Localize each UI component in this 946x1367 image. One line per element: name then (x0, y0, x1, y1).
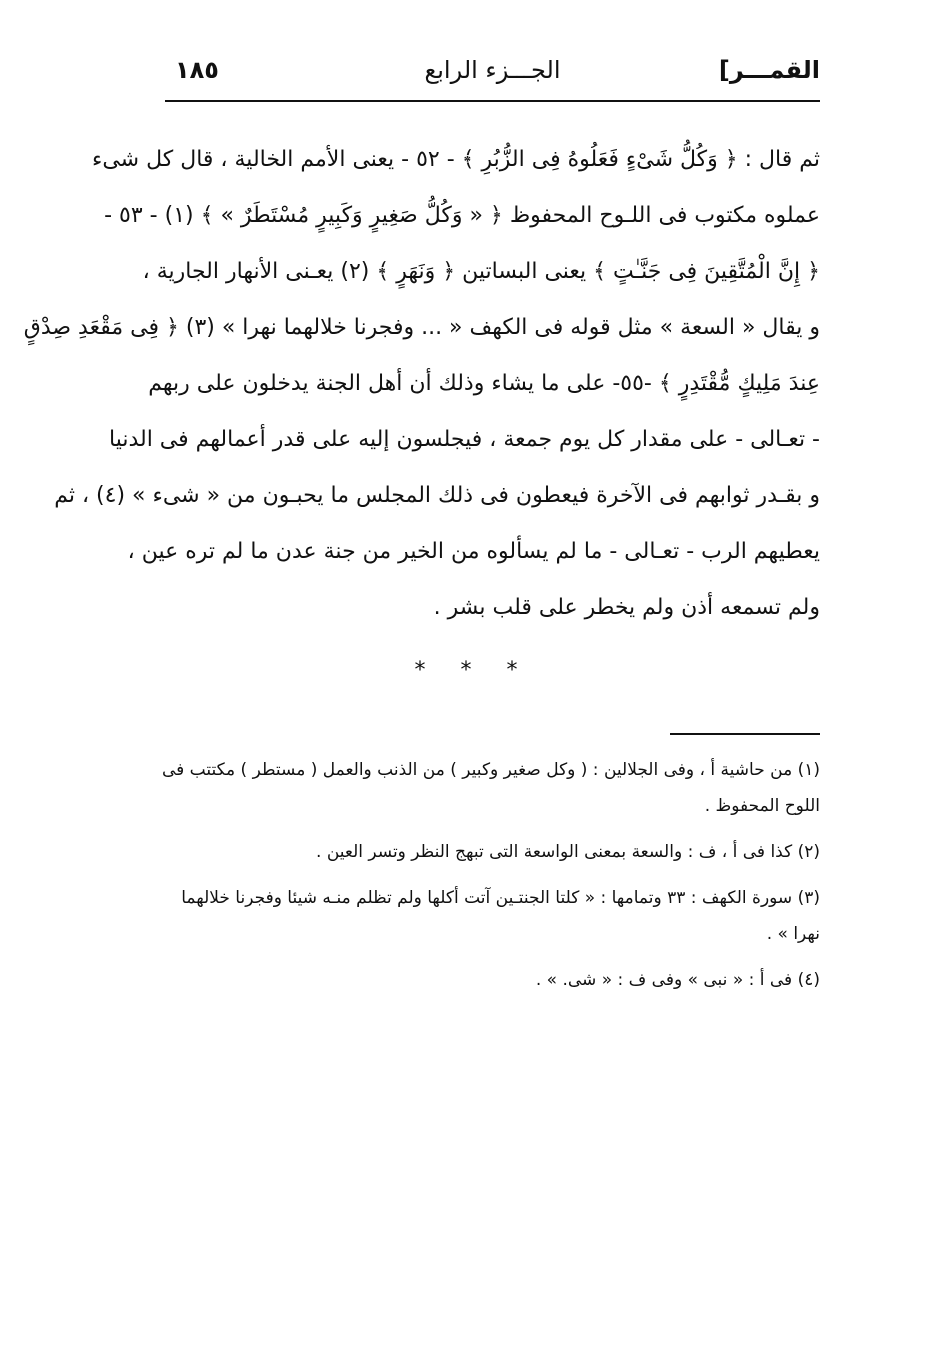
footnote: (٣) سورة الكهف : ٣٣ وتمامها : « كلتا الجنتـين آتت أكلها ولم تظلم منـه شيئا وفجرنا خلالهما نهرا » . (181, 888, 820, 944)
section-separator: * * * (414, 658, 532, 683)
text-line: ﴿ إِنَّ الْمُتَّقِينَ فِى جَنَّـٰتٍ ﴾ يعنى البساتين ﴿ وَنَهَرٍ ﴾ (٢) يعـنى الأنهار الجارية ، (142, 259, 820, 284)
text-line: و يقال « السعة » مثل قوله فى الكهف « ... وفجرنا خلالهما نهرا » (٣) ﴿ فِى مَقْعَدِ صِدْقٍ (23, 315, 820, 340)
page-number: ١٨٥ (175, 56, 219, 84)
text-line: ولم تسمعه أذن ولم يخطر على قلب بشر . (433, 595, 820, 620)
footnote: (٢) كذا فى أ ، ف : والسعة بمعنى الواسعة التى تبهج النظر وتسر العين . (316, 842, 820, 862)
main-text (23, 132, 820, 636)
text-line: عِندَ مَلِيكٍ مُّقْتَدِرٍ ﴾ -٥٥- على ما يشاء وذلك أن أهل الجنة يدخلون على ربهم (148, 371, 820, 396)
footnote: (١) من حاشية أ ، وفى الجلالين : ( وكل صغير وكبير ) من الذنب والعمل ( مستطر ) مكتتب فى اللوح المحفوظ . (161, 760, 820, 816)
text-line: - تعـالى - على مقدار كل يوم جمعة ، فيجلسون إليه على قدر أعمالهم فى الدنيا (108, 427, 820, 452)
text-line: ثم قال : ﴿ وَكُلُّ شَىْءٍ فَعَلُوهُ فِى الزُّبُرِ ﴾ - ٥٢ - يعنى الأمم الخالية ، قال كل شىء (91, 147, 820, 172)
volume-title: الجـــزء الرابع (424, 56, 561, 84)
text-line: عملوه مكتوب فى اللـوح المحفوظ ﴿ « وَكُلُّ صَغِيرٍ وَكَبِيرٍ مُسْتَطَرٌ » ﴾ (١) - ٥٣ - (104, 203, 820, 228)
text-line: يعطيهم الرب - تعـالى - ما لم يسألوه من الخير من جنة عدن ما لم تره عين ، (127, 539, 820, 564)
page-header (165, 52, 820, 102)
footnotes (160, 752, 820, 1008)
footnote: (٤) فى أ : « نبى » وفى ف : « شى. » . (535, 970, 820, 990)
surah-title: القمـــر] (718, 56, 820, 84)
text-line: و بقـدر ثوابهم فى الآخرة فيعطون فى ذلك المجلس ما يحبـون من « شىء » (٤) ، ثم (54, 483, 820, 508)
footnote-divider (670, 733, 820, 735)
